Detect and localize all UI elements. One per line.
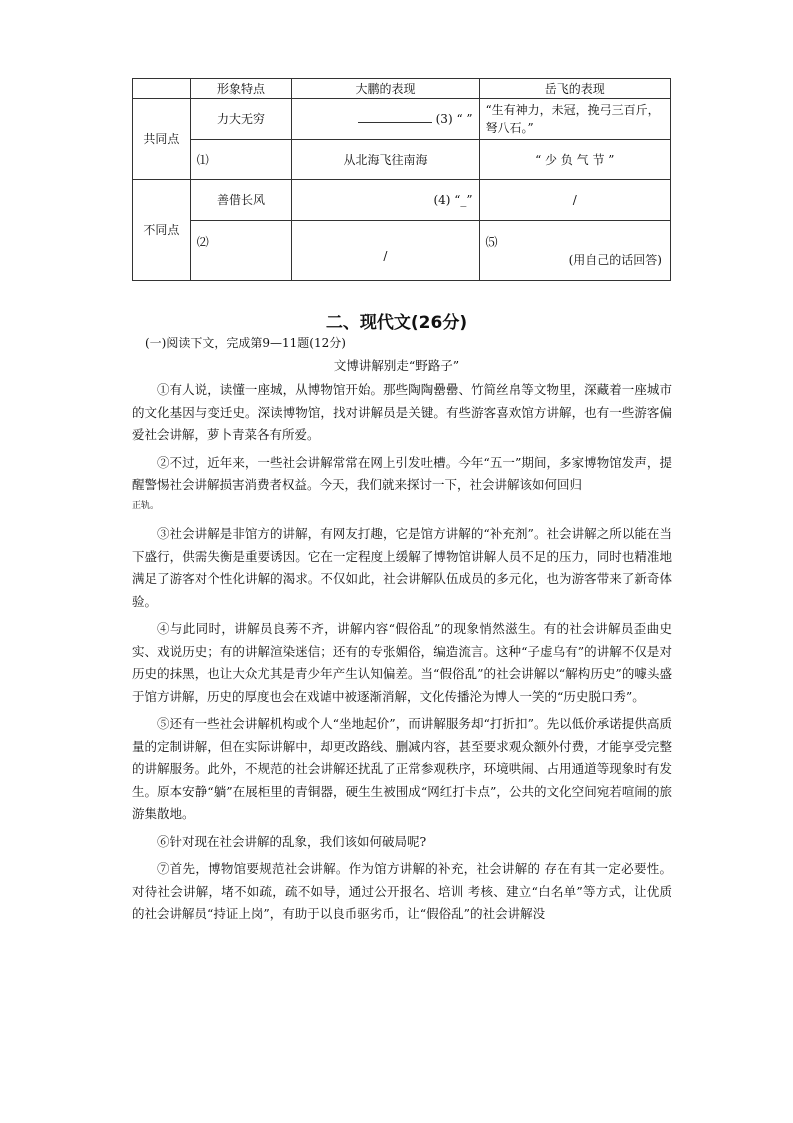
table-row <box>133 99 671 140</box>
dapeng-text: (3) “ ” <box>435 112 473 126</box>
table-header-cell: 大鹏的表现 <box>292 79 479 99</box>
row-group-label: 共同点 <box>133 99 191 180</box>
answer-number: ⑸ <box>485 235 498 249</box>
section-title: 二、现代文(26分) <box>325 313 468 333</box>
paragraph-continuation: 正轨。 <box>132 500 160 511</box>
trait-cell: ⑴ <box>190 140 292 180</box>
table-row <box>133 140 671 180</box>
table-row <box>133 221 671 281</box>
question-instruction: (一)阅读下文，完成第9—11题(12分) <box>145 336 346 350</box>
table-header-row <box>133 79 671 99</box>
paragraph: ①有人说，读懂一座城，从博物馆开始。那些陶陶罍罍、竹简丝帛等文物里，深藏着一座城市的文化基因与变迁史。深读博物馆，找对讲解员是关键。有些游客喜欢馆方讲解，也有一些游客偏爱社会讲解，萝卜青菜各有所爱。 <box>132 382 672 442</box>
paragraph: ②不过，近年来，一些社会讲解常常在网上引发吐槽。今年“五一”期间，多家博物馆发声，提醒警惕社会讲解损害消费者权益。今天，我们就来探讨一下，社会讲解该如何回归 <box>132 454 672 492</box>
answer-note: (用自己的话回答) <box>568 253 662 267</box>
dapeng-cell: (4) “_” <box>292 180 479 221</box>
article-title: 文博讲解别走“野路子” <box>333 358 460 373</box>
yuefei-cell: / <box>479 180 670 221</box>
paragraph: ③社会讲解是非馆方的讲解，有网友打趣，它是馆方讲解的“补充剂”。社会讲解之所以能在当下盛行，供需失衡是重要诱因。它在一定程度上缓解了博物馆讲解人员不足的压力，同时也精准地满足了游客对个性化讲解的渴求。不仅如此，社会讲解队伍成员的多元化，也为游客带来了新奇体验。 <box>132 526 672 609</box>
trait-cell: 力大无穷 <box>190 99 292 140</box>
yuefei-cell: “生有神力，未冠，挽弓三百斤，弩八石。” <box>479 99 670 140</box>
table-row <box>133 180 671 221</box>
row-group-label: 不同点 <box>133 180 191 281</box>
trait-cell: ⑵ <box>190 221 292 281</box>
comparison-table <box>132 78 671 281</box>
table-header-cell <box>133 79 191 99</box>
answer-blank <box>358 111 432 123</box>
paragraph: ⑥针对现在社会讲解的乱象，我们该如何破局呢? <box>157 833 427 849</box>
yuefei-cell <box>479 221 670 281</box>
dapeng-cell: / <box>292 221 479 281</box>
yuefei-cell: “ 少 负 气 节 ” <box>479 140 670 180</box>
paragraph: ⑦首先，博物馆要规范社会讲解。作为馆方讲解的补充，社会讲解的 存在有其一定必要性。对待社会讲解，堵不如疏，疏不如导，通过公开报名、培训 考核、建立“白名单”等方式，让优质的社会讲解员“持证上岗”，有助于以良币驱劣币，让“假俗乱”的社会讲解没 <box>132 861 672 921</box>
table-header-cell: 形象特点 <box>190 79 292 99</box>
dapeng-cell: 从北海飞往南海 <box>292 140 479 180</box>
paragraph: ④与此同时，讲解员良莠不齐，讲解内容“假俗乱”的现象悄然滋生。有的社会讲解员歪曲史实、戏说历史；有的讲解渲染迷信；还有的专张媚俗，编造流言。这种“子虚乌有”的讲解不仅是对历史的抹黑，也让大众尤其是青少年产生认知偏差。当“假俗乱”的社会讲解以“解构历史”的噱头盛于馆方讲解，历史的厚度也会在戏谑中被逐渐消解，文化传播沦为博人一笑的“历史脱口秀”。 <box>132 621 672 704</box>
dapeng-cell <box>292 99 479 140</box>
table-header-cell: 岳飞的表现 <box>479 79 670 99</box>
paragraph: ⑤还有一些社会讲解机构或个人“坐地起价”，而讲解服务却“打折扣”。先以低价承诺提供高质量的定制讲解，但在实际讲解中，却更改路线、删减内容，甚至要求观众额外付费，才能享受完整的讲解服务。此外，不规范的社会讲解还扰乱了正常参观秩序，环境哄闹、占用通道等现象时有发生。原本安静“躺”在展柜里的青铜器，硬生生被围成“网红打卡点”，公共的文化空间宛若喧闹的旅游集散地。 <box>132 716 672 821</box>
article-body <box>132 379 672 931</box>
trait-cell: 善借长风 <box>190 180 292 221</box>
